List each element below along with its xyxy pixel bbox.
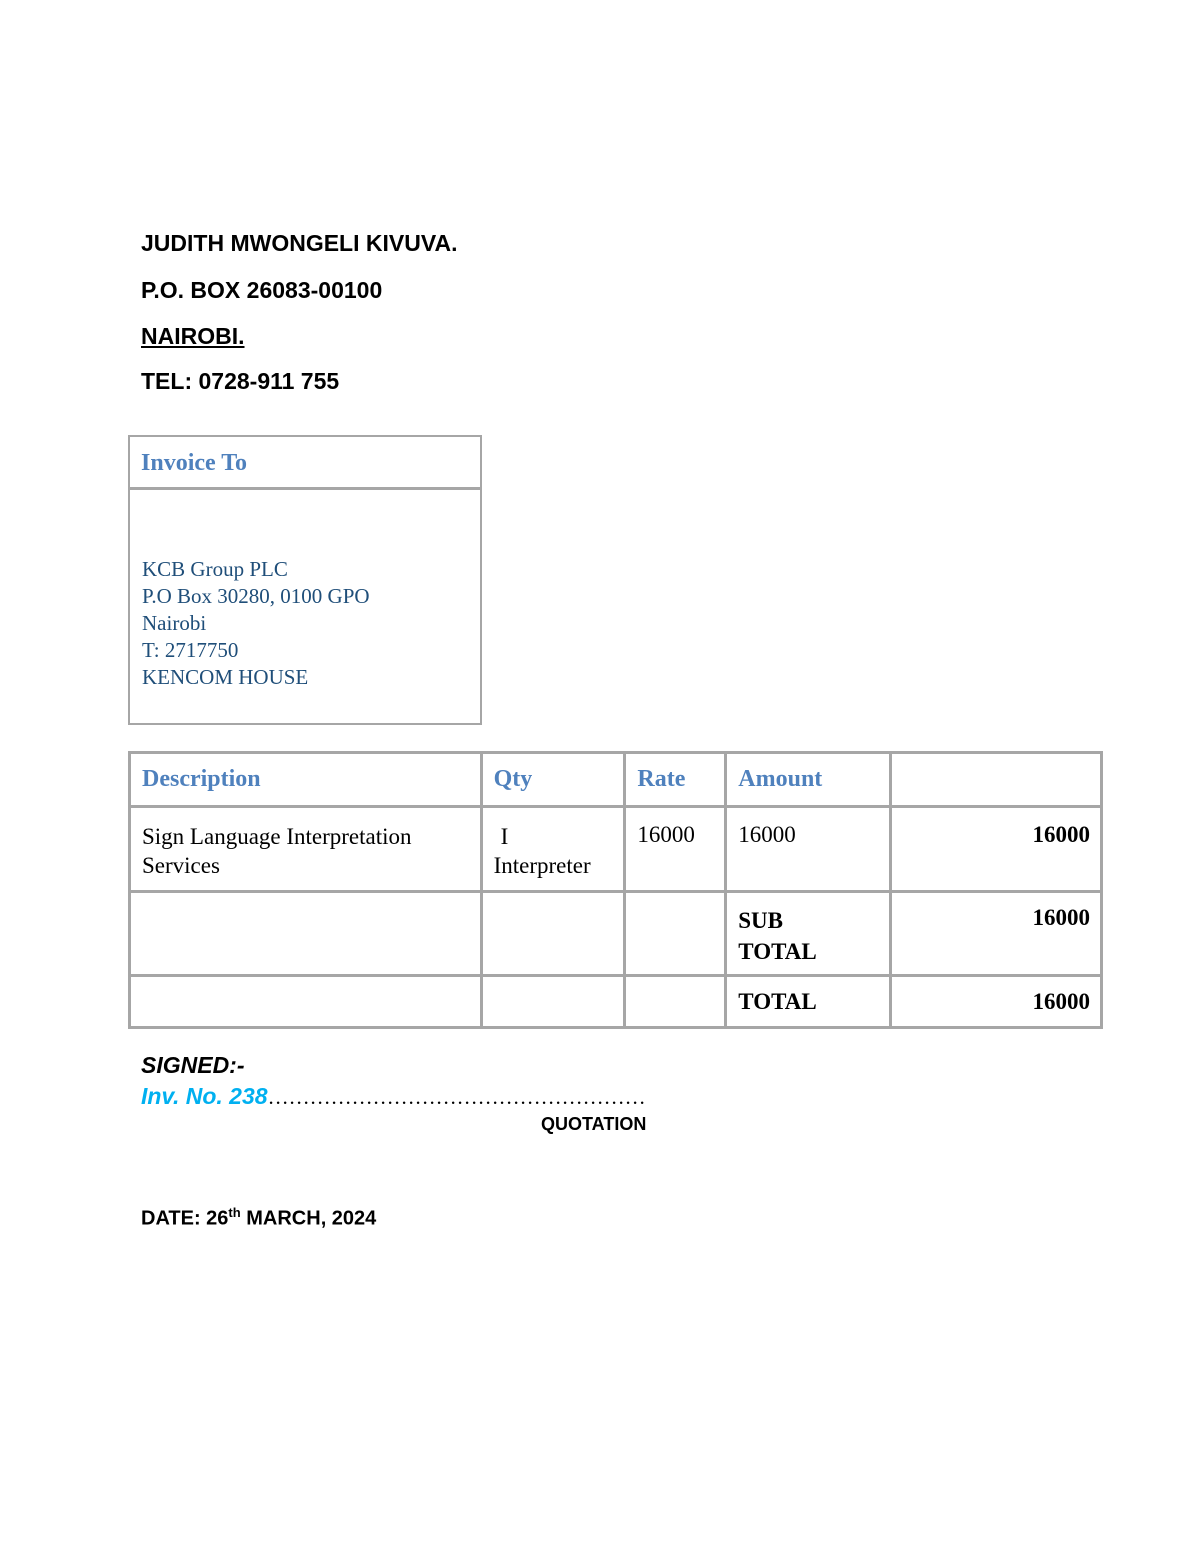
sender-po-box: P.O. BOX 26083-00100 (141, 277, 383, 303)
date-suffix: MARCH, 2024 (240, 1207, 377, 1230)
invoice-to-box (128, 435, 482, 725)
sender-tel: TEL: 0728-911 755 (141, 368, 340, 394)
table-header-row (130, 753, 1102, 807)
invoice-to-heading: Invoice To (130, 437, 480, 490)
item-description: Sign Language Interpretation Services (130, 807, 482, 892)
total-label: TOTAL (726, 976, 891, 1028)
total-row (130, 976, 1102, 1028)
item-qty-number: I (500, 824, 509, 849)
item-amount: 16000 (726, 807, 891, 892)
total-value: 16000 (890, 976, 1101, 1028)
item-qty (481, 807, 625, 892)
recipient-phone: T: 2717750 (142, 638, 239, 662)
item-line-total: 16000 (890, 807, 1101, 892)
date-prefix: DATE: 26 (141, 1207, 229, 1230)
empty-cell (130, 976, 482, 1028)
recipient-city: Nairobi (142, 611, 207, 635)
signature-dots: ……………………………………………… (267, 1085, 646, 1109)
recipient-building: KENCOM HOUSE (142, 665, 309, 689)
empty-cell (481, 892, 625, 976)
col-header-description: Description (130, 753, 482, 807)
table-row (130, 807, 1102, 892)
empty-cell (625, 976, 726, 1028)
line-items-table (128, 751, 1103, 1029)
subtotal-row (130, 892, 1102, 976)
subtotal-label-line1: SUB (738, 908, 784, 933)
subtotal-label (726, 892, 891, 976)
recipient-company: KCB Group PLC (142, 557, 288, 581)
item-rate: 16000 (625, 807, 726, 892)
empty-cell (481, 976, 625, 1028)
invoice-number-line (141, 1083, 646, 1110)
subtotal-label-line2: TOTAL (738, 939, 817, 964)
document-type-label: QUOTATION (541, 1114, 647, 1134)
recipient-po-box: P.O Box 30280, 0100 GPO (142, 584, 370, 608)
col-header-total (890, 753, 1101, 807)
empty-cell (130, 892, 482, 976)
empty-cell (625, 892, 726, 976)
item-qty-unit: Interpreter (493, 853, 591, 878)
invoice-to-address (130, 490, 480, 691)
col-header-qty: Qty (481, 753, 625, 807)
sender-name: JUDITH MWONGELI KIVUVA. (141, 230, 458, 256)
signed-label: SIGNED:- (141, 1052, 245, 1078)
date-ordinal: th (228, 1205, 241, 1220)
subtotal-value: 16000 (890, 892, 1101, 976)
invoice-number: Inv. No. 238 (141, 1083, 268, 1109)
col-header-rate: Rate (625, 753, 726, 807)
sender-city: NAIROBI. (141, 323, 245, 349)
date-line (141, 1205, 376, 1231)
col-header-amount: Amount (726, 753, 891, 807)
